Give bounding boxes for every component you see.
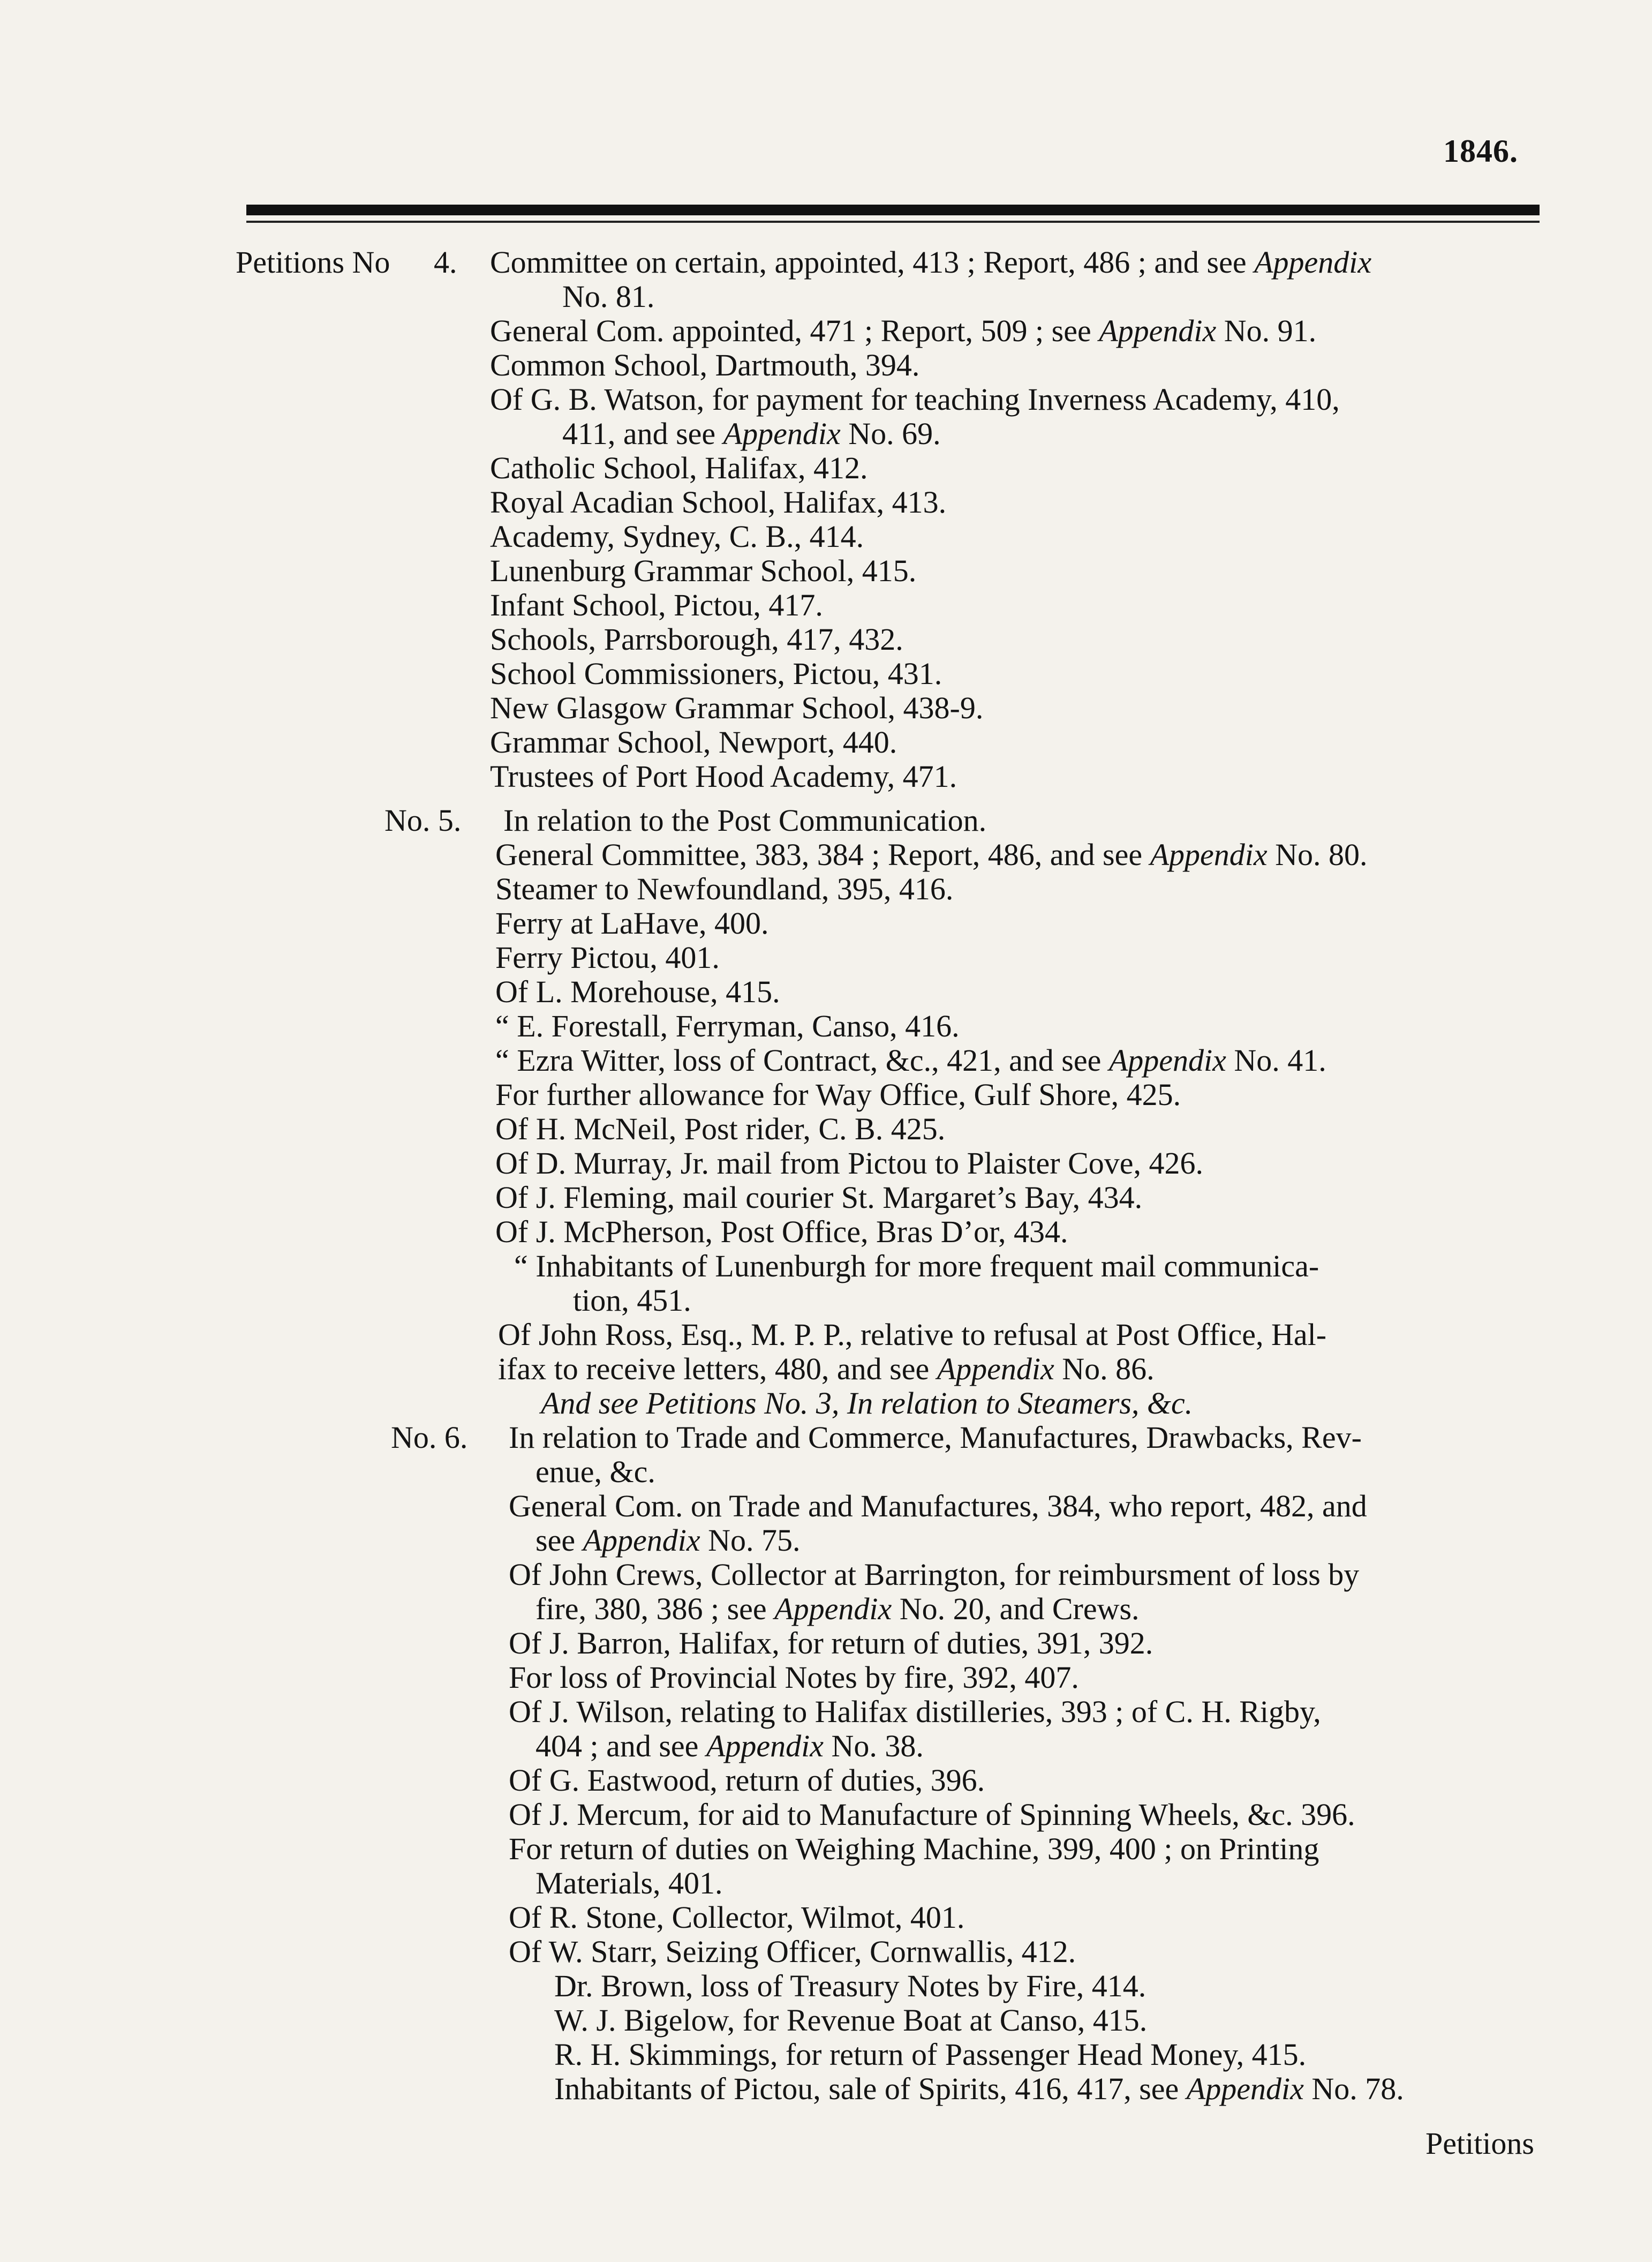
index-entry xyxy=(535,1866,723,1900)
entry-italic: Appendix xyxy=(706,1729,824,1763)
index-entry xyxy=(535,1592,1140,1626)
index-entry xyxy=(495,1078,1181,1112)
entry-text: R. H. Skimmings, for return of Passenger Head Money, 415. xyxy=(554,2037,1307,2072)
index-entry xyxy=(490,691,983,725)
index-entry xyxy=(490,760,957,794)
index-entry xyxy=(490,245,1371,280)
index-entry xyxy=(509,1489,1367,1523)
entry-italic: And see Petitions No. 3, In relation to Steamers, &c. xyxy=(541,1386,1193,1421)
entry-text: Steamer to Newfoundland, 395, 416. xyxy=(495,871,954,906)
index-entry xyxy=(514,1249,1319,1283)
index-entry xyxy=(509,1832,1319,1866)
index-entry xyxy=(509,1558,1359,1592)
index-entry xyxy=(562,417,941,451)
entry-text: In relation to the Post Communication. xyxy=(503,803,987,838)
entry-text: General Com. appointed, 471 ; Report, 509 ; see xyxy=(490,313,1099,348)
entry-text: No. 81. xyxy=(562,279,655,314)
index-entry xyxy=(490,554,916,588)
section-label: Petitions No xyxy=(236,245,390,280)
header-rule-thin xyxy=(246,221,1540,223)
index-entry xyxy=(490,314,1316,348)
index-entry xyxy=(490,657,942,691)
entry-text: Of John Ross, Esq., M. P. P., relative to refusal at Post Office, Hal- xyxy=(498,1317,1327,1352)
entry-text: For return of duties on Weighing Machine, 399, 400 ; on Printing xyxy=(509,1831,1319,1866)
index-entry xyxy=(503,803,986,838)
entry-text: fire, 380, 386 ; see xyxy=(535,1591,775,1626)
index-entry xyxy=(490,588,823,622)
index-entry xyxy=(498,1352,1155,1386)
index-entry xyxy=(554,2038,1306,2072)
entry-text: Materials, 401. xyxy=(535,1866,723,1900)
entry-text: Of John Crews, Collector at Barrington, for reimbursment of loss by xyxy=(509,1557,1360,1592)
header-rule xyxy=(246,205,1540,215)
entry-italic: Appendix xyxy=(1254,245,1372,280)
entry-text: enue, &c. xyxy=(535,1454,655,1489)
index-entry xyxy=(509,1421,1362,1455)
entry-text: tion, 451. xyxy=(573,1283,691,1318)
index-entry xyxy=(562,280,654,314)
entry-text: Dr. Brown, loss of Treasury Notes by Fire, 414. xyxy=(554,1968,1146,2003)
index-entry xyxy=(509,1626,1153,1660)
entry-text: Lunenburg Grammar School, 415. xyxy=(490,553,917,588)
index-entry xyxy=(498,1318,1326,1352)
entry-text: 411, and see xyxy=(562,416,723,451)
entry-text: No. 38. xyxy=(823,1729,924,1763)
entry-text: Of W. Starr, Seizing Officer, Cornwallis, 412. xyxy=(509,1934,1076,1969)
entry-text: Of J. Wilson, relating to Halifax distilleries, 393 ; of C. H. Rigby, xyxy=(509,1694,1321,1729)
group-number: 4. xyxy=(434,245,457,280)
index-entry xyxy=(490,348,919,382)
entry-text: New Glasgow Grammar School, 438-9. xyxy=(490,690,984,725)
index-entry xyxy=(495,1215,1068,1249)
index-entry xyxy=(535,1455,655,1489)
entry-text: No. 91. xyxy=(1216,313,1317,348)
entry-text: Committee on certain, appointed, 413 ; Report, 486 ; and see xyxy=(490,245,1255,280)
entry-italic: Appendix xyxy=(774,1591,892,1626)
entry-text: “ Inhabitants of Lunenburgh for more frequent mail communica- xyxy=(514,1249,1319,1283)
entry-text: Catholic School, Halifax, 412. xyxy=(490,450,868,485)
index-entry xyxy=(509,1660,1079,1695)
entry-text: “ Ezra Witter, loss of Contract, &c., 421, and see xyxy=(495,1043,1109,1078)
entry-text: No. 20, and Crews. xyxy=(892,1591,1140,1626)
index-entry xyxy=(490,485,946,520)
entry-text: In relation to Trade and Commerce, Manufactures, Drawbacks, Rev- xyxy=(509,1420,1362,1455)
index-entry xyxy=(509,1763,985,1798)
entry-text: Of R. Stone, Collector, Wilmot, 401. xyxy=(509,1900,965,1935)
index-entry xyxy=(495,906,769,941)
index-entry xyxy=(554,1969,1146,2003)
entry-text: Of G. Eastwood, return of duties, 396. xyxy=(509,1763,985,1798)
index-entry xyxy=(490,520,864,554)
entry-text: No. 41. xyxy=(1226,1043,1326,1078)
entry-italic: Appendix xyxy=(1099,313,1217,348)
entry-text: W. J. Bigelow, for Revenue Boat at Canso, 415. xyxy=(554,2003,1148,2038)
catchword: Petitions xyxy=(1425,2126,1534,2161)
entry-text: No. 69. xyxy=(840,416,941,451)
index-entry xyxy=(509,1900,964,1935)
entry-text: General Committee, 383, 384 ; Report, 486, and see xyxy=(495,837,1150,872)
entry-text: Ferry Pictou, 401. xyxy=(495,940,720,975)
index-entry xyxy=(495,1112,945,1146)
entry-text: No. 80. xyxy=(1267,837,1368,872)
index-entry xyxy=(495,1146,1203,1181)
entry-text: Grammar School, Newport, 440. xyxy=(490,725,897,760)
entry-italic: Appendix xyxy=(937,1351,1054,1386)
index-entry xyxy=(490,725,897,760)
entry-text: Of J. McPherson, Post Office, Bras D’or, 434. xyxy=(495,1214,1068,1249)
entry-text: Common School, Dartmouth, 394. xyxy=(490,348,920,382)
index-entry xyxy=(535,1523,800,1558)
entry-text: Trustees of Port Hood Academy, 471. xyxy=(490,759,957,794)
index-entry xyxy=(509,1935,1076,1969)
entry-text: General Com. on Trade and Manufactures, 384, who report, 482, and xyxy=(509,1489,1367,1523)
group-number: No. 5. xyxy=(384,803,462,838)
entry-text: No. 78. xyxy=(1303,2071,1404,2106)
index-entry xyxy=(554,2072,1404,2106)
index-entry xyxy=(495,1009,960,1043)
entry-text: Of L. Morehouse, 415. xyxy=(495,974,780,1009)
page-year: 1846. xyxy=(1443,133,1518,169)
entry-text: 404 ; and see xyxy=(535,1729,706,1763)
entry-text: Of G. B. Watson, for payment for teaching Inverness Academy, 410, xyxy=(490,382,1340,417)
entry-text: see xyxy=(535,1523,583,1558)
index-entry xyxy=(535,1729,924,1763)
index-entry xyxy=(554,2003,1147,2038)
entry-italic: Appendix xyxy=(1108,1043,1226,1078)
index-entry xyxy=(495,975,780,1009)
entry-text: Ferry at LaHave, 400. xyxy=(495,906,769,941)
entry-text: For loss of Provincial Notes by fire, 392, 407. xyxy=(509,1660,1079,1695)
entry-text: No. 86. xyxy=(1054,1351,1155,1386)
index-entry xyxy=(490,382,1340,417)
group-number: No. 6. xyxy=(391,1420,468,1455)
index-entry xyxy=(509,1798,1355,1832)
entry-text: Inhabitants of Pictou, sale of Spirits, 416, 417, see xyxy=(554,2071,1187,2106)
index-entry xyxy=(495,941,720,975)
index-entry xyxy=(490,622,903,657)
entry-text: Of J. Fleming, mail courier St. Margaret’s Bay, 434. xyxy=(495,1180,1143,1215)
index-entry xyxy=(573,1283,691,1318)
index-entry xyxy=(509,1695,1321,1729)
entry-text: Academy, Sydney, C. B., 414. xyxy=(490,519,864,554)
entry-text: Of J. Mercum, for aid to Manufacture of Spinning Wheels, &c. 396. xyxy=(509,1797,1355,1832)
index-entry xyxy=(541,1386,1193,1421)
entry-italic: Appendix xyxy=(583,1523,700,1558)
entry-text: Royal Acadian School, Halifax, 413. xyxy=(490,485,947,520)
index-entry xyxy=(495,1181,1142,1215)
index-entry xyxy=(495,872,953,906)
entry-italic: Appendix xyxy=(1186,2071,1304,2106)
entry-text: School Commissioners, Pictou, 431. xyxy=(490,656,942,691)
entry-text: Schools, Parrsborough, 417, 432. xyxy=(490,622,903,657)
index-entry xyxy=(495,1043,1326,1078)
entry-text: No. 75. xyxy=(700,1523,801,1558)
entry-text: Of H. McNeil, Post rider, C. B. 425. xyxy=(495,1111,946,1146)
entry-text: Of J. Barron, Halifax, for return of duties, 391, 392. xyxy=(509,1626,1153,1660)
index-entry xyxy=(490,451,868,485)
entry-text: For further allowance for Way Office, Gulf Shore, 425. xyxy=(495,1077,1181,1112)
entry-italic: Appendix xyxy=(1150,837,1268,872)
entry-text: “ E. Forestall, Ferryman, Canso, 416. xyxy=(495,1009,960,1043)
entry-italic: Appendix xyxy=(723,416,841,451)
index-entry xyxy=(495,838,1367,872)
entry-text: Of D. Murray, Jr. mail from Pictou to Plaister Cove, 426. xyxy=(495,1146,1204,1181)
entry-text: ifax to receive letters, 480, and see xyxy=(498,1351,937,1386)
entry-text: Infant School, Pictou, 417. xyxy=(490,588,823,622)
